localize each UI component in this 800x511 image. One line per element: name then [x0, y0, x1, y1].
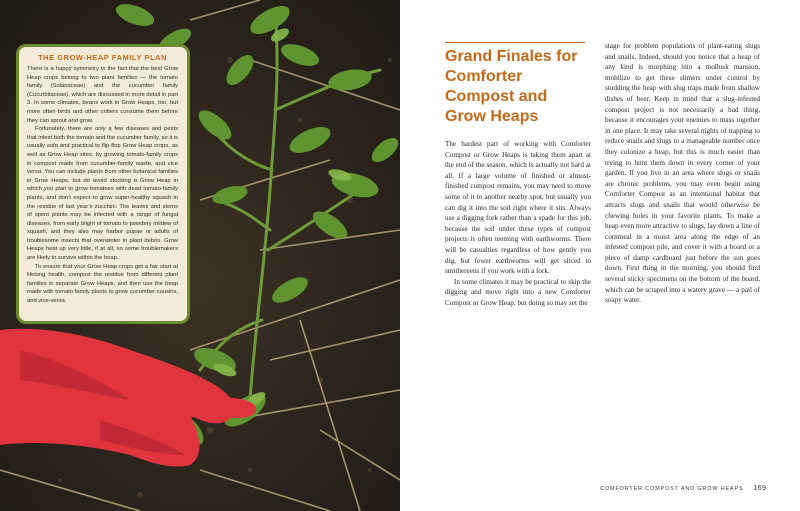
sidebar-box — [16, 44, 190, 324]
heading-rule — [445, 42, 585, 43]
sidebar-paragraph-3: To ensure that your Grow Heap crops get a fair start at lifelong health, compost the residue from different plant families in separate Grow Heaps, and then use the heap made with tomato family plants to grow cucumber cousins, and vice-versa. — [27, 263, 178, 305]
page-footer — [600, 483, 766, 492]
column2-paragraph-1: stage for problem populations of plant-eating slugs and snails. Indeed, should you notice that a heap of any kind is morphing into a mollusk mansion, mobilize to get these slimers under control by studding the heap with slug traps made from shallow dishes of beer. Keep in mind that a slug-infested compost project is not necessarily a bad thing, because it encourages your enemies to mass together in one place. It may take several nights of trapping to reduce snails and slugs to a manageable number once they colonize a heap, but this is much easier than trying to hunt them down in every corner of your garden. If you live in an area where slugs or snails are chronic problems, you may even begin using Comforter Compost as an intentional habitat that attracts slugs and snails that would otherwise be chewing holes in your favorite plants. To make a heap even more attractive to slugs, lay down a line of cornmeal in a moist area along the edge of an infested compost pile, and cover it with a board or a piece of damp cardboard just before the sun goes down. First thing in the morning, you should find several sticky specimens on the bottom of the board, which can be scraped into a watery grave — a pail of soapy water. — [605, 42, 760, 305]
text-page — [400, 0, 800, 511]
section-heading: Grand Finales for Comforter Compost and Grow Heaps — [445, 48, 578, 125]
text-column-2 — [605, 41, 760, 306]
running-title: COMFORTER COMPOST AND GROW HEAPS — [600, 486, 744, 492]
sidebar-paragraph-2: Fortunately, there are only a few diseases and pests that infest both the tomato and the cucumber family, so it is usually safe and practical to flip-flop Grow Heap crops, as well as Grow Heap sites, by growing tomato-family crops in compost made from cucumber-family waste, and vice versa. You can include plants from other botanical families in Grow Heaps, but do avoid stocking a Grow Heap in which you plan to grow tomatoes with dead tomato-family plants, and don’t expect to grow super-healthy squash in the residue of last year’s zucchini. The leaves and stems of spent plants may be infected with a range of fungal diseases, from early blight of tomato to powdery mildew of squash, and they also may harbor pupae or adults of troublesome insects that overwinter in plant debris. Grow Heaps heat up very little, if at all, so some troublemakers are likely to survive within the heap. — [27, 126, 179, 262]
page-number: 169 — [753, 483, 766, 492]
column1-paragraph-2: In some climates it may be practical to skip the digging and move right into a new Comforter Compost or Grow Heap, but doing so may set the — [445, 277, 591, 307]
column1-paragraph-1: The hardest part of working with Comforter Compost or Grow Heaps is taking them apart at the end of the season, which is actually not hard at all. If a large volume of finished or almost-finished compost remains, you may need to move some of it to another nearby spot, but usually you can dig it into the soil right where it sits. Always use a digging fork rather than a spade for this job, because the soil under these types of compost projects is often teeming with earthworms. There will be casualties regardless of how gently you dig, but fewer earthworms will get sliced to smithereens if you work with a fork. — [445, 140, 591, 276]
sidebar-title: THE GROW-HEAP FAMILY PLAN — [38, 53, 167, 62]
sidebar-paragraph-1: There is a happy symmetry in the fact that the best Grow Heap crops belong to two plant families — the tomato family (Solanaceae) and the cucumber family (Cucurbitaceae), which are discussed in more detail in part 3. In some climates, beans work in Grow Heaps, too, but more often birds and other critters consume them before they can sprout and grow. — [27, 66, 178, 124]
text-column-1 — [445, 139, 591, 309]
